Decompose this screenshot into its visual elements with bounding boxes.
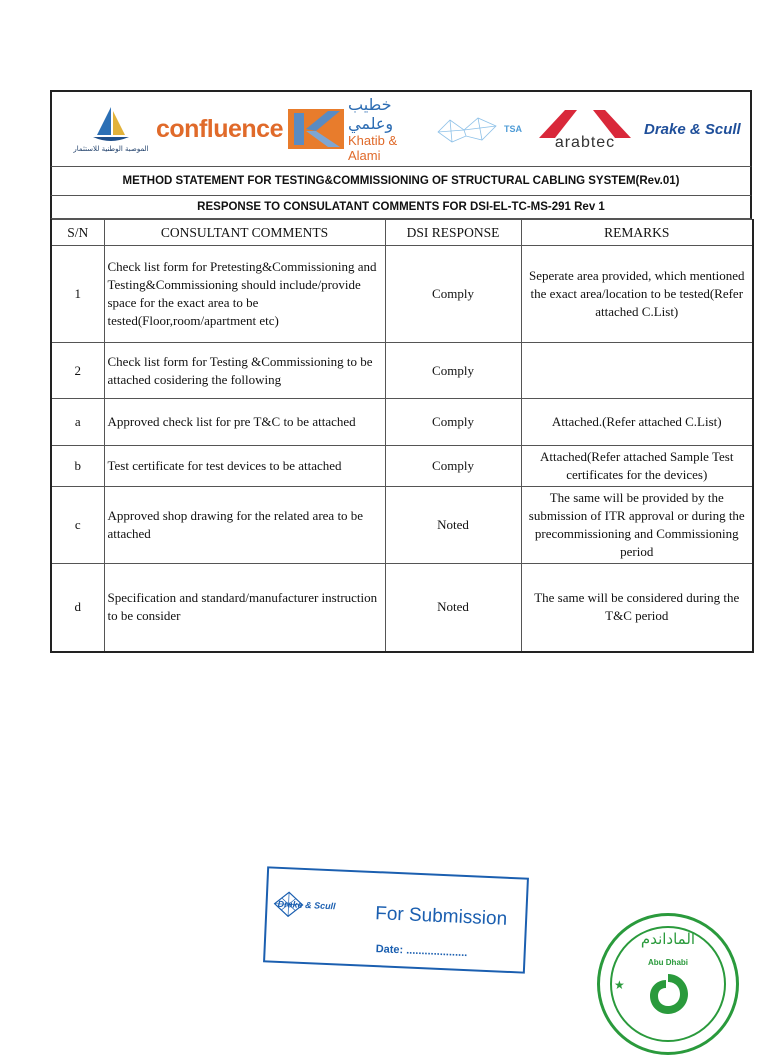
table-row (51, 246, 753, 343)
row-response: Noted (385, 564, 521, 652)
submission-stamp (263, 866, 529, 973)
row-remarks: Seperate area provided, which mentioned the exact area/location to be tested(Refer attached C.List) (521, 246, 753, 343)
row-comment: Approved shop drawing for the related area to be attached (104, 487, 385, 564)
national-investment-logo: الموصبة الوطنية للاستثمار (66, 92, 156, 166)
header-sn: S/N (51, 220, 104, 246)
row-comment: Specification and standard/manufacturer instruction to be consider (104, 564, 385, 652)
khatib-alami-mark (288, 92, 350, 166)
row-response: Comply (385, 343, 521, 399)
row-sn: b (51, 446, 104, 487)
drake-scull-logo: Drake & Scull (644, 120, 741, 138)
tsa-logo: TSA (436, 92, 532, 166)
row-remarks: The same will be considered during the T&C period (521, 564, 753, 652)
arabtec-logo: arabtec (536, 92, 634, 166)
logo-banner (50, 90, 752, 167)
row-sn: a (51, 399, 104, 446)
row-sn: 2 (51, 343, 104, 399)
row-sn: 1 (51, 246, 104, 343)
sailboat-icon (89, 105, 133, 145)
row-response: Comply (385, 246, 521, 343)
row-comment: Check list form for Pretesting&Commissioning and Testing&Commissioning should include/provide space for the exact area to be tested(Floor,room/apartment etc) (104, 246, 385, 343)
table-row (51, 343, 753, 399)
document-title: METHOD STATEMENT FOR TESTING&COMMISSIONING OF STRUCTURAL CABLING SYSTEM(Rev.01) (50, 167, 752, 196)
row-comment: Test certificate for test devices to be attached (104, 446, 385, 487)
seal-arabic-text: الماداندم (640, 930, 696, 948)
header-remarks: REMARKS (521, 220, 753, 246)
table-row (51, 446, 753, 487)
network-mesh-icon (436, 112, 500, 146)
row-remarks: Attached.(Refer attached C.List) (521, 399, 753, 446)
row-remarks (521, 343, 753, 399)
header-consultant-comments: CONSULTANT COMMENTS (104, 220, 385, 246)
row-comment: Approved check list for pre T&C to be attached (104, 399, 385, 446)
row-remarks: The same will be provided by the submission of ITR approval or during the precommissioning and Commissioning period (521, 487, 753, 564)
row-sn: c (51, 487, 104, 564)
document-subtitle: RESPONSE TO CONSULATANT COMMENTS FOR DSI-EL-TC-MS-291 Rev 1 (50, 196, 752, 219)
table-header-row (51, 220, 753, 246)
header-dsi-response: DSI RESPONSE (385, 220, 521, 246)
seal-emblem-icon (644, 970, 692, 1018)
khatib-alami-logo: خطيب وعلمي Khatib & Alami (348, 95, 398, 163)
table-row (51, 487, 753, 564)
row-comment: Check list form for Testing &Commissioning to be attached cosidering the following (104, 343, 385, 399)
comments-table (50, 219, 754, 653)
row-response: Comply (385, 446, 521, 487)
row-response: Noted (385, 487, 521, 564)
stamp-drake-scull-logo: Drake & Scull (273, 891, 336, 920)
row-response: Comply (385, 399, 521, 446)
table-row (51, 564, 753, 652)
confluence-logo: confluence (156, 114, 283, 143)
row-remarks: Attached(Refer attached Sample Test certificates for the devices) (521, 446, 753, 487)
seal-star-icon: ★ (614, 978, 625, 992)
document (50, 90, 752, 653)
stamp-date-label: Date: .................... (375, 943, 468, 960)
row-sn: d (51, 564, 104, 652)
seal-city-text: Abu Dhabi (648, 958, 688, 967)
circular-seal (597, 913, 739, 1055)
table-row (51, 399, 753, 446)
ka-monogram-icon (288, 107, 344, 151)
stamp-for-submission-text: For Submission (374, 903, 508, 930)
